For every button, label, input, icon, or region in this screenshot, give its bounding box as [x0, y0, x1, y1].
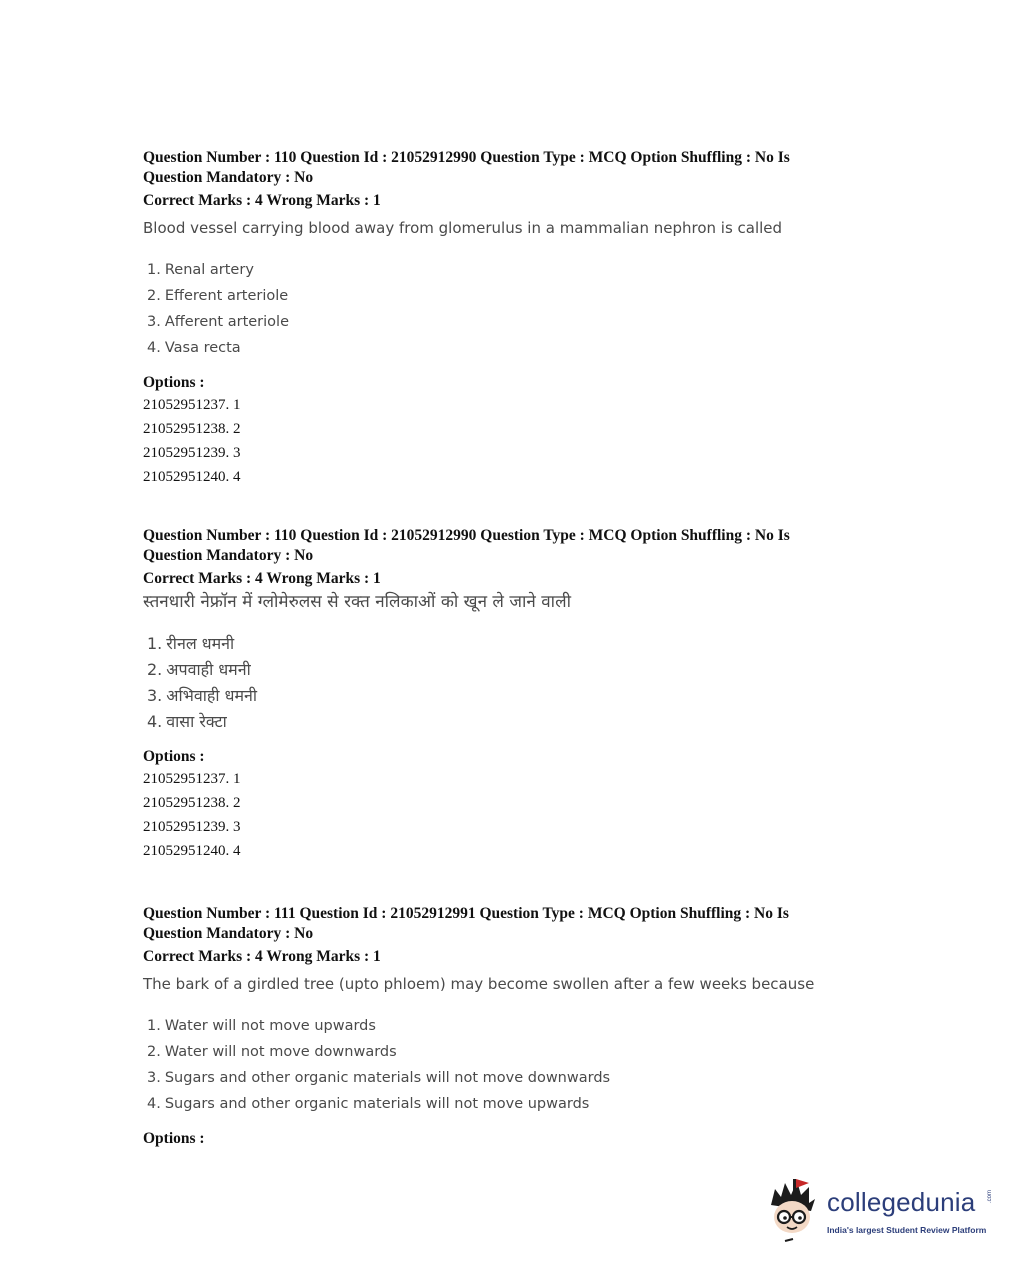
question-text: The bark of a girdled tree (upto phloem) may become swollen after a few weeks because — [143, 975, 815, 993]
question-text: Blood vessel carrying blood away from glomerulus in a mammalian nephron is called — [143, 219, 783, 237]
choice-label: Water will not move upwards — [164, 1018, 376, 1034]
choice-label: रीनल धमनी — [166, 634, 235, 653]
choice-number: 2. — [147, 660, 163, 679]
option-id: 21052951239. 3 — [143, 445, 241, 461]
choice-number: 3. — [147, 314, 161, 330]
choice-item — [147, 631, 883, 657]
question-block — [143, 148, 883, 489]
choice-list — [147, 257, 883, 361]
logo-tagline: India's largest Student Review Platform — [827, 1225, 987, 1235]
choice-label: Afferent arteriole — [164, 314, 289, 330]
choice-label: अपवाही धमनी — [166, 660, 251, 679]
choice-number: 4. — [147, 1096, 161, 1112]
choice-label: Vasa recta — [164, 340, 241, 356]
option-id-list — [143, 393, 883, 489]
choice-number: 2. — [147, 1044, 161, 1060]
choice-label: Sugars and other organic materials will not move downwards — [164, 1070, 611, 1086]
option-id: 21052951240. 4 — [143, 843, 241, 859]
choice-item — [147, 683, 883, 709]
question-block — [143, 526, 883, 863]
option-id: 21052951237. 1 — [143, 771, 241, 787]
choice-label: Efferent arteriole — [164, 288, 289, 304]
choice-list — [147, 1013, 883, 1117]
choice-item — [147, 309, 883, 335]
mascot-icon — [765, 1175, 825, 1250]
choice-label: Sugars and other organic materials will not move upwards — [164, 1096, 590, 1112]
choice-item — [147, 283, 883, 309]
choice-number: 1. — [147, 1018, 161, 1034]
question-marks: Correct Marks : 4 Wrong Marks : 1 — [143, 570, 381, 587]
question-meta — [143, 148, 883, 188]
choice-number: 4. — [147, 712, 163, 731]
choice-item — [147, 657, 883, 683]
options-label: Options : — [143, 374, 205, 391]
choice-item — [147, 1091, 883, 1117]
question-mandatory-line: Question Mandatory : No — [143, 169, 314, 186]
collegedunia-logo[interactable] — [765, 1175, 995, 1250]
choice-number: 1. — [147, 262, 161, 278]
logo-wordmark: collegedunia — [827, 1187, 976, 1217]
question-meta-line: Question Number : 111 Question Id : 21052912991 Question Type : MCQ Option Shuffling : No Is — [143, 905, 789, 922]
question-meta — [143, 526, 883, 566]
choice-list — [147, 631, 883, 735]
option-id: 21052951240. 4 — [143, 469, 241, 485]
choice-label: अभिवाही धमनी — [166, 686, 258, 705]
options-label: Options : — [143, 1130, 205, 1147]
choice-number: 1. — [147, 634, 163, 653]
option-id: 21052951238. 2 — [143, 421, 241, 437]
question-marks: Correct Marks : 4 Wrong Marks : 1 — [143, 192, 381, 209]
question-mandatory-line: Question Mandatory : No — [143, 547, 314, 564]
choice-item — [147, 257, 883, 283]
choice-item — [147, 709, 883, 735]
choice-number: 2. — [147, 288, 161, 304]
choice-number: 3. — [147, 686, 163, 705]
choice-label: Water will not move downwards — [164, 1044, 397, 1060]
choice-item — [147, 1013, 883, 1039]
choice-label: वासा रेक्टा — [166, 712, 227, 731]
logo-domain-suffix: .com — [987, 1189, 993, 1203]
question-mandatory-line: Question Mandatory : No — [143, 925, 314, 942]
choice-number: 3. — [147, 1070, 161, 1086]
option-id: 21052951237. 1 — [143, 397, 241, 413]
choice-item — [147, 1039, 883, 1065]
question-meta — [143, 904, 883, 944]
option-id-list — [143, 767, 883, 863]
question-meta-line: Question Number : 110 Question Id : 21052912990 Question Type : MCQ Option Shuffling : No Is — [143, 527, 790, 544]
choice-item — [147, 335, 883, 361]
choice-number: 4. — [147, 340, 161, 356]
question-text: स्तनधारी नेफ्रॉन में ग्लोमेरुलस से रक्त नलिकाओं को खून ले जाने वाली — [143, 592, 572, 612]
option-id: 21052951239. 3 — [143, 819, 241, 835]
question-block — [143, 904, 883, 1149]
choice-label: Renal artery — [164, 262, 254, 278]
question-meta-line: Question Number : 110 Question Id : 21052912990 Question Type : MCQ Option Shuffling : No Is — [143, 149, 790, 166]
options-label: Options : — [143, 748, 205, 765]
choice-item — [147, 1065, 883, 1091]
option-id: 21052951238. 2 — [143, 795, 241, 811]
question-marks: Correct Marks : 4 Wrong Marks : 1 — [143, 948, 381, 965]
